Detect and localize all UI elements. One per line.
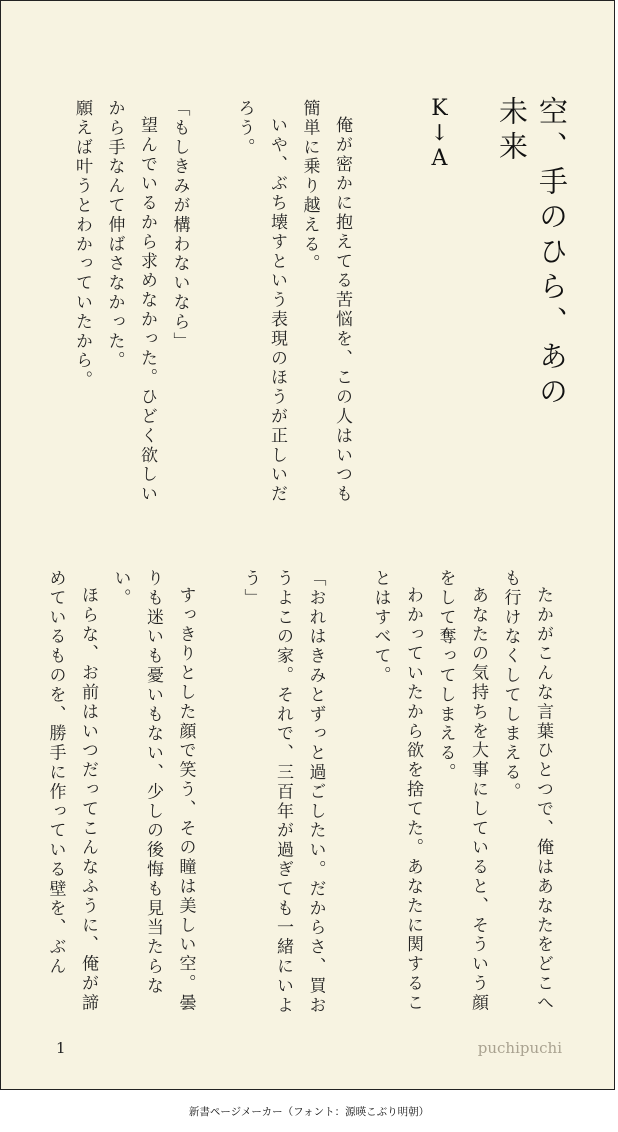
paragraph: すっきりとした顔で笑う、その瞳は美しい空。曇りも迷いも憂いもない、少しの後悔も見当たらない。 [110,569,196,1013]
paragraph: いや、ぶち壊すという表現のほうが正しいだろう。 [234,99,287,504]
pairing-label: K↓A [427,96,452,171]
blank-line [196,99,229,519]
paragraph: たかがこんな言葉ひとつで、俺はあなたをどこへも行けなくしてしまえる。 [500,569,553,1013]
blank-line [332,569,365,1019]
dialogue-paragraph: 「おれはきみとずっと過ごしたい。だからさ、買おうよこの家。それで、三百年が過ぎても一緒にいよう」 [240,569,326,1016]
upper-text-block [66,99,359,519]
brand-label: puchipuchi [477,1039,562,1057]
lower-text-block [39,569,559,1019]
footer-caption: 新書ページメーカー（フォント：源暎こぶり明朝） [188,1106,430,1118]
paragraph: 願えば叶うとわかっていたから。 [72,99,92,390]
page-number: 1 [56,1039,66,1057]
dialogue-paragraph: 「もしきみが構わないなら」 [169,99,190,352]
paragraph: わかっていたから欲を捨てた。あなたに関することはすべて。 [370,569,423,1013]
blank-line [202,569,235,1019]
paragraph: ほらな、お前はいつだってこんなふうに、俺が諦めているものを、勝手に作っている壁を、ぶん [45,569,98,1013]
paragraph: 俺が密かに抱えてる苦悩を、この人はいつも簡単に乗り越える。 [299,99,352,504]
page-title: 空、手のひら、あの未来 [495,96,569,411]
paragraph: 望んでいるから求めなかった。ひどく欲しいから手なんて伸ばさなかった。 [104,99,157,504]
paragraph: あなたの気持ちを大事にしていると、そういう顔をして奪ってしまえる。 [435,569,488,1013]
